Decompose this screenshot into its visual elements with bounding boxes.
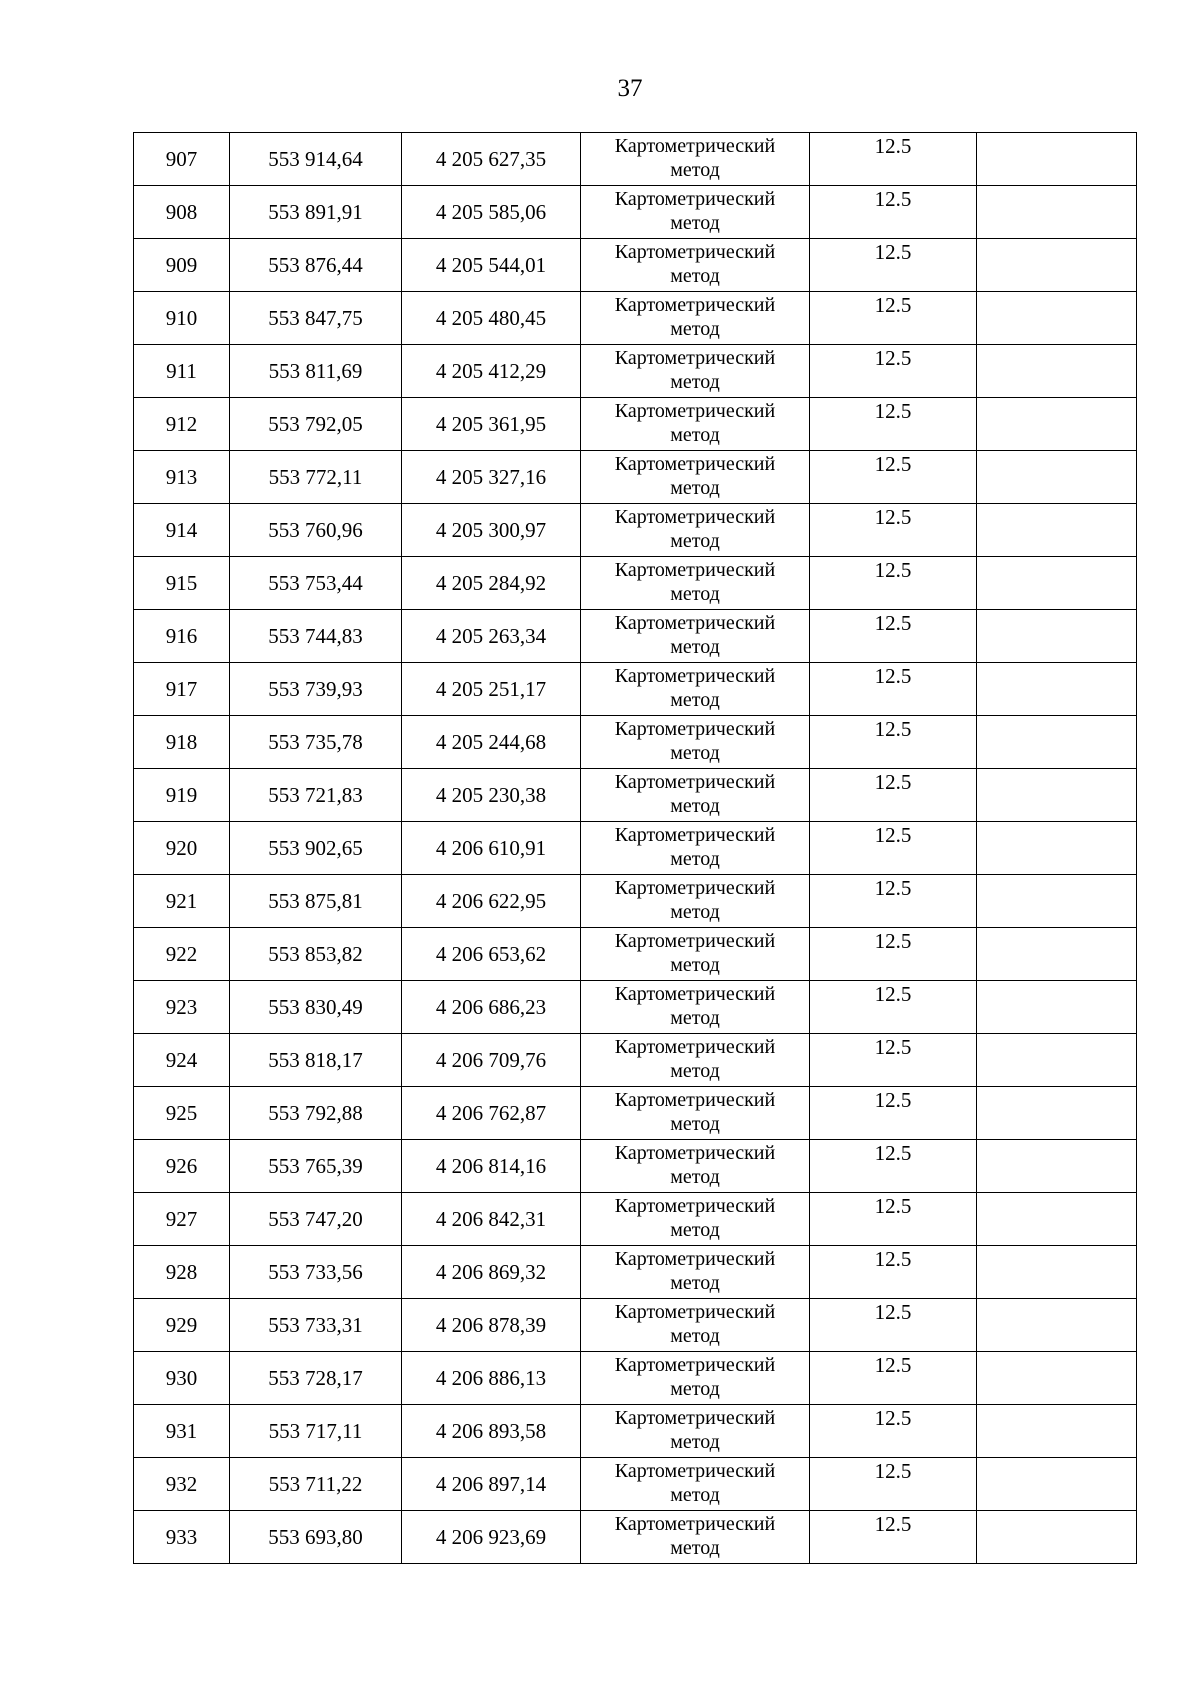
precision-cell: 12.5 [810, 1246, 977, 1299]
point-number-cell: 917 [134, 663, 230, 716]
precision-cell: 12.5 [810, 1458, 977, 1511]
method-line-2: метод [670, 265, 720, 287]
x-coordinate-cell: 553 792,05 [230, 398, 402, 451]
note-cell [977, 557, 1137, 610]
method-line-1: Картометрический [614, 188, 776, 210]
method-line-1: Картометрический [614, 400, 776, 422]
method-line-1: Картометрический [614, 877, 776, 899]
note-cell [977, 663, 1137, 716]
table-row [134, 133, 1137, 186]
x-coordinate-cell: 553 753,44 [230, 557, 402, 610]
point-number-cell: 927 [134, 1193, 230, 1246]
y-coordinate-cell: 4 206 762,87 [402, 1087, 581, 1140]
point-number-cell: 913 [134, 451, 230, 504]
point-number-cell: 930 [134, 1352, 230, 1405]
method-line-2: метод [670, 901, 720, 923]
point-number-cell: 933 [134, 1511, 230, 1564]
method-line-1: Картометрический [614, 1089, 776, 1111]
table-row [134, 398, 1137, 451]
precision-cell: 12.5 [810, 186, 977, 239]
method-cell [581, 1246, 810, 1299]
method-cell [581, 345, 810, 398]
x-coordinate-cell: 553 728,17 [230, 1352, 402, 1405]
y-coordinate-cell: 4 206 622,95 [402, 875, 581, 928]
method-line-2: метод [670, 371, 720, 393]
y-coordinate-cell: 4 206 709,76 [402, 1034, 581, 1087]
method-line-2: метод [670, 1378, 720, 1400]
method-line-1: Картометрический [614, 612, 776, 634]
note-cell [977, 769, 1137, 822]
method-line-1: Картометрический [614, 1354, 776, 1376]
x-coordinate-cell: 553 914,64 [230, 133, 402, 186]
note-cell [977, 292, 1137, 345]
method-line-2: метод [670, 689, 720, 711]
table-row [134, 345, 1137, 398]
note-cell [977, 928, 1137, 981]
precision-cell: 12.5 [810, 1299, 977, 1352]
x-coordinate-cell: 553 891,91 [230, 186, 402, 239]
method-cell [581, 663, 810, 716]
method-line-2: метод [670, 530, 720, 552]
method-line-1: Картометрический [614, 559, 776, 581]
y-coordinate-cell: 4 205 263,34 [402, 610, 581, 663]
table-row [134, 1193, 1137, 1246]
y-coordinate-cell: 4 206 878,39 [402, 1299, 581, 1352]
point-number-cell: 931 [134, 1405, 230, 1458]
method-cell [581, 769, 810, 822]
precision-cell: 12.5 [810, 1087, 977, 1140]
method-line-1: Картометрический [614, 1407, 776, 1429]
point-number-cell: 921 [134, 875, 230, 928]
table-row [134, 928, 1137, 981]
method-line-2: метод [670, 477, 720, 499]
method-line-1: Картометрический [614, 1301, 776, 1323]
point-number-cell: 911 [134, 345, 230, 398]
point-number-cell: 924 [134, 1034, 230, 1087]
precision-cell: 12.5 [810, 1511, 977, 1564]
note-cell [977, 1352, 1137, 1405]
precision-cell: 12.5 [810, 1352, 977, 1405]
method-line-1: Картометрический [614, 665, 776, 687]
y-coordinate-cell: 4 205 361,95 [402, 398, 581, 451]
method-line-2: метод [670, 1484, 720, 1506]
method-line-1: Картометрический [614, 506, 776, 528]
point-number-cell: 920 [134, 822, 230, 875]
x-coordinate-cell: 553 818,17 [230, 1034, 402, 1087]
method-cell [581, 1034, 810, 1087]
method-cell [581, 557, 810, 610]
table-row [134, 981, 1137, 1034]
precision-cell: 12.5 [810, 875, 977, 928]
y-coordinate-cell: 4 205 244,68 [402, 716, 581, 769]
method-line-1: Картометрический [614, 930, 776, 952]
x-coordinate-cell: 553 876,44 [230, 239, 402, 292]
method-line-2: метод [670, 848, 720, 870]
method-line-1: Картометрический [614, 294, 776, 316]
method-cell [581, 875, 810, 928]
table-row [134, 663, 1137, 716]
y-coordinate-cell: 4 205 544,01 [402, 239, 581, 292]
table-row [134, 1511, 1137, 1564]
y-coordinate-cell: 4 205 230,38 [402, 769, 581, 822]
point-number-cell: 925 [134, 1087, 230, 1140]
precision-cell: 12.5 [810, 292, 977, 345]
method-line-1: Картометрический [614, 771, 776, 793]
table-row [134, 1299, 1137, 1352]
precision-cell: 12.5 [810, 345, 977, 398]
precision-cell: 12.5 [810, 239, 977, 292]
point-number-cell: 932 [134, 1458, 230, 1511]
point-number-cell: 922 [134, 928, 230, 981]
method-line-2: метод [670, 1060, 720, 1082]
note-cell [977, 1458, 1137, 1511]
note-cell [977, 504, 1137, 557]
method-line-1: Картометрический [614, 1036, 776, 1058]
note-cell [977, 1299, 1137, 1352]
note-cell [977, 822, 1137, 875]
note-cell [977, 1087, 1137, 1140]
precision-cell: 12.5 [810, 928, 977, 981]
table-row [134, 504, 1137, 557]
method-cell [581, 1193, 810, 1246]
method-line-2: метод [670, 1431, 720, 1453]
y-coordinate-cell: 4 206 653,62 [402, 928, 581, 981]
precision-cell: 12.5 [810, 822, 977, 875]
y-coordinate-cell: 4 205 480,45 [402, 292, 581, 345]
method-line-2: метод [670, 1325, 720, 1347]
x-coordinate-cell: 553 847,75 [230, 292, 402, 345]
method-line-2: метод [670, 583, 720, 605]
method-line-2: метод [670, 318, 720, 340]
method-cell [581, 186, 810, 239]
point-number-cell: 909 [134, 239, 230, 292]
x-coordinate-cell: 553 772,11 [230, 451, 402, 504]
method-line-2: метод [670, 212, 720, 234]
method-cell [581, 239, 810, 292]
x-coordinate-cell: 553 711,22 [230, 1458, 402, 1511]
table-row [134, 610, 1137, 663]
x-coordinate-cell: 553 875,81 [230, 875, 402, 928]
precision-cell: 12.5 [810, 769, 977, 822]
table-row [134, 1140, 1137, 1193]
y-coordinate-cell: 4 206 686,23 [402, 981, 581, 1034]
y-coordinate-cell: 4 206 897,14 [402, 1458, 581, 1511]
note-cell [977, 1193, 1137, 1246]
x-coordinate-cell: 553 792,88 [230, 1087, 402, 1140]
method-cell [581, 133, 810, 186]
x-coordinate-cell: 553 739,93 [230, 663, 402, 716]
point-number-cell: 923 [134, 981, 230, 1034]
y-coordinate-cell: 4 205 585,06 [402, 186, 581, 239]
x-coordinate-cell: 553 693,80 [230, 1511, 402, 1564]
note-cell [977, 451, 1137, 504]
note-cell [977, 345, 1137, 398]
method-line-1: Картометрический [614, 135, 776, 157]
method-cell [581, 1087, 810, 1140]
x-coordinate-cell: 553 760,96 [230, 504, 402, 557]
method-line-1: Картометрический [614, 824, 776, 846]
note-cell [977, 610, 1137, 663]
point-number-cell: 907 [134, 133, 230, 186]
precision-cell: 12.5 [810, 1405, 977, 1458]
x-coordinate-cell: 553 853,82 [230, 928, 402, 981]
y-coordinate-cell: 4 205 327,16 [402, 451, 581, 504]
method-cell [581, 292, 810, 345]
note-cell [977, 186, 1137, 239]
x-coordinate-cell: 553 765,39 [230, 1140, 402, 1193]
method-line-1: Картометрический [614, 241, 776, 263]
note-cell [977, 1405, 1137, 1458]
method-line-2: метод [670, 795, 720, 817]
method-cell [581, 981, 810, 1034]
method-cell [581, 822, 810, 875]
method-cell [581, 1458, 810, 1511]
note-cell [977, 1140, 1137, 1193]
note-cell [977, 133, 1137, 186]
y-coordinate-cell: 4 205 300,97 [402, 504, 581, 557]
method-line-1: Картометрический [614, 347, 776, 369]
method-line-1: Картометрический [614, 1195, 776, 1217]
point-number-cell: 928 [134, 1246, 230, 1299]
point-number-cell: 929 [134, 1299, 230, 1352]
method-cell [581, 504, 810, 557]
method-cell [581, 610, 810, 663]
precision-cell: 12.5 [810, 451, 977, 504]
precision-cell: 12.5 [810, 663, 977, 716]
y-coordinate-cell: 4 205 284,92 [402, 557, 581, 610]
coordinates-table-body [134, 133, 1137, 1564]
point-number-cell: 919 [134, 769, 230, 822]
precision-cell: 12.5 [810, 1034, 977, 1087]
x-coordinate-cell: 553 744,83 [230, 610, 402, 663]
precision-cell: 12.5 [810, 557, 977, 610]
note-cell [977, 716, 1137, 769]
note-cell [977, 1034, 1137, 1087]
method-cell [581, 1352, 810, 1405]
table-row [134, 1458, 1137, 1511]
x-coordinate-cell: 553 733,56 [230, 1246, 402, 1299]
point-number-cell: 914 [134, 504, 230, 557]
note-cell [977, 1511, 1137, 1564]
y-coordinate-cell: 4 206 923,69 [402, 1511, 581, 1564]
table-row [134, 557, 1137, 610]
x-coordinate-cell: 553 830,49 [230, 981, 402, 1034]
point-number-cell: 926 [134, 1140, 230, 1193]
precision-cell: 12.5 [810, 716, 977, 769]
precision-cell: 12.5 [810, 1140, 977, 1193]
table-row [134, 1087, 1137, 1140]
note-cell [977, 875, 1137, 928]
note-cell [977, 981, 1137, 1034]
y-coordinate-cell: 4 205 412,29 [402, 345, 581, 398]
precision-cell: 12.5 [810, 610, 977, 663]
table-row [134, 451, 1137, 504]
method-cell [581, 716, 810, 769]
table-row [134, 822, 1137, 875]
y-coordinate-cell: 4 206 814,16 [402, 1140, 581, 1193]
table-row [134, 1405, 1137, 1458]
x-coordinate-cell: 553 747,20 [230, 1193, 402, 1246]
y-coordinate-cell: 4 206 886,13 [402, 1352, 581, 1405]
point-number-cell: 915 [134, 557, 230, 610]
y-coordinate-cell: 4 205 627,35 [402, 133, 581, 186]
method-line-2: метод [670, 954, 720, 976]
method-line-2: метод [670, 1219, 720, 1241]
method-line-1: Картометрический [614, 1142, 776, 1164]
method-cell [581, 451, 810, 504]
coordinates-table [133, 132, 1137, 1564]
method-line-2: метод [670, 1113, 720, 1135]
x-coordinate-cell: 553 721,83 [230, 769, 402, 822]
method-line-1: Картометрический [614, 1460, 776, 1482]
method-line-1: Картометрический [614, 453, 776, 475]
page-number: 37 [617, 75, 643, 102]
method-line-2: метод [670, 1166, 720, 1188]
table-row [134, 1034, 1137, 1087]
note-cell [977, 1246, 1137, 1299]
table-row [134, 186, 1137, 239]
x-coordinate-cell: 553 811,69 [230, 345, 402, 398]
method-cell [581, 1299, 810, 1352]
table-row [134, 239, 1137, 292]
method-line-1: Картометрический [614, 1513, 776, 1535]
table-row [134, 875, 1137, 928]
method-line-1: Картометрический [614, 718, 776, 740]
x-coordinate-cell: 553 733,31 [230, 1299, 402, 1352]
method-line-1: Картометрический [614, 983, 776, 1005]
method-line-2: метод [670, 1007, 720, 1029]
table-row [134, 716, 1137, 769]
precision-cell: 12.5 [810, 398, 977, 451]
point-number-cell: 916 [134, 610, 230, 663]
point-number-cell: 910 [134, 292, 230, 345]
point-number-cell: 912 [134, 398, 230, 451]
method-line-2: метод [670, 742, 720, 764]
table-row [134, 1246, 1137, 1299]
method-line-1: Картометрический [614, 1248, 776, 1270]
method-cell [581, 1511, 810, 1564]
point-number-cell: 918 [134, 716, 230, 769]
y-coordinate-cell: 4 206 893,58 [402, 1405, 581, 1458]
precision-cell: 12.5 [810, 133, 977, 186]
method-line-2: метод [670, 636, 720, 658]
method-line-2: метод [670, 424, 720, 446]
precision-cell: 12.5 [810, 504, 977, 557]
y-coordinate-cell: 4 206 869,32 [402, 1246, 581, 1299]
x-coordinate-cell: 553 717,11 [230, 1405, 402, 1458]
precision-cell: 12.5 [810, 1193, 977, 1246]
method-line-2: метод [670, 1537, 720, 1559]
method-cell [581, 928, 810, 981]
x-coordinate-cell: 553 735,78 [230, 716, 402, 769]
y-coordinate-cell: 4 205 251,17 [402, 663, 581, 716]
note-cell [977, 239, 1137, 292]
method-cell [581, 1405, 810, 1458]
method-line-2: метод [670, 1272, 720, 1294]
method-cell [581, 398, 810, 451]
method-line-2: метод [670, 159, 720, 181]
point-number-cell: 908 [134, 186, 230, 239]
y-coordinate-cell: 4 206 842,31 [402, 1193, 581, 1246]
note-cell [977, 398, 1137, 451]
precision-cell: 12.5 [810, 981, 977, 1034]
table-row [134, 1352, 1137, 1405]
method-cell [581, 1140, 810, 1193]
table-row [134, 769, 1137, 822]
y-coordinate-cell: 4 206 610,91 [402, 822, 581, 875]
table-row [134, 292, 1137, 345]
x-coordinate-cell: 553 902,65 [230, 822, 402, 875]
